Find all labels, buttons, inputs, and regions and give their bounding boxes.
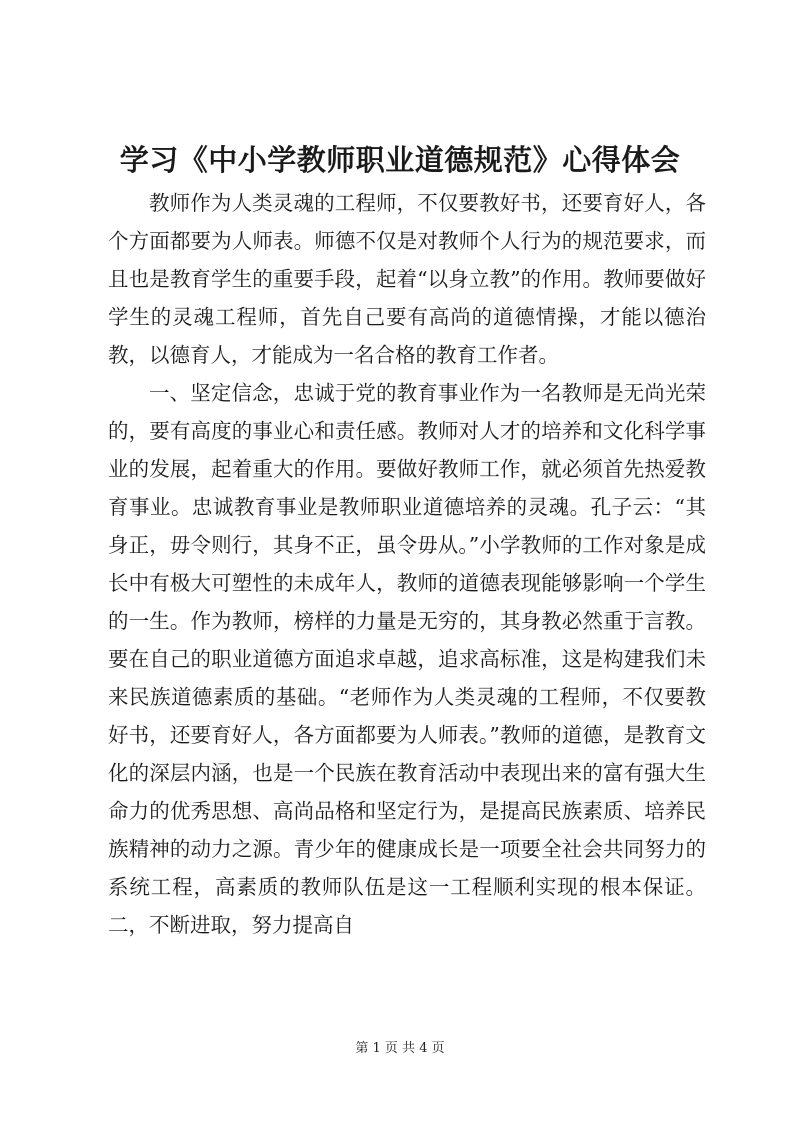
page-number-footer: 第 1 页 共 4 页 bbox=[355, 1041, 445, 1056]
document-body bbox=[108, 184, 706, 944]
paragraph-section-one: 一、坚定信念，忠诚于党的教育事业作为一名教师是无尚光荣的，要有高度的事业心和责任感。教师对人才的培养和文化科学事业的发展，起着重大的作用。要做好教师工作，就必须首先热爱教育事业。忠诚教育事业是教师职业道德培养的灵魂。孔子云：“其身正，毋令则行，其身不正，虽令毋从。”小学教师的工作对象是成长中有极大可塑性的未成年人，教师的道德表现能够影响一个学生的一生。作为教师，榜样的力量是无穷的，其身教必然重于言教。要在自己的职业道德方面追求卓越，追求高标准，这是构建我们未来民族道德素质的基础。“老师作为人类灵魂的工程师，不仅要教好书，还要育好人，各方面都要为人师表。”教师的道德，是教育文化的深层内涵，也是一个民族在教育活动中表现出来的富有强大生命力的优秀思想、高尚品格和坚定行为，是提高民族素质、培养民族精神的动力之源。青少年的健康成长是一项要全社会共同努力的系统工程，高素质的教师队伍是这一工程顺利实现的根本保证。二，不断进取，努力提高自 bbox=[108, 381, 706, 937]
paragraph-intro: 教师作为人类灵魂的工程师，不仅要教好书，还要育好人，各个方面都要为人师表。师德不仅是对教师个人行为的规范要求，而且也是教育学生的重要手段，起着“以身立教”的作用。教师要做好学生的灵魂工程师，首先自己要有高尚的道德情操，才能以德治教，以德育人，才能成为一名合格的教育工作者。 bbox=[108, 191, 706, 367]
document-title: 学习《中小学教师职业道德规范》心得体会 bbox=[119, 143, 681, 177]
